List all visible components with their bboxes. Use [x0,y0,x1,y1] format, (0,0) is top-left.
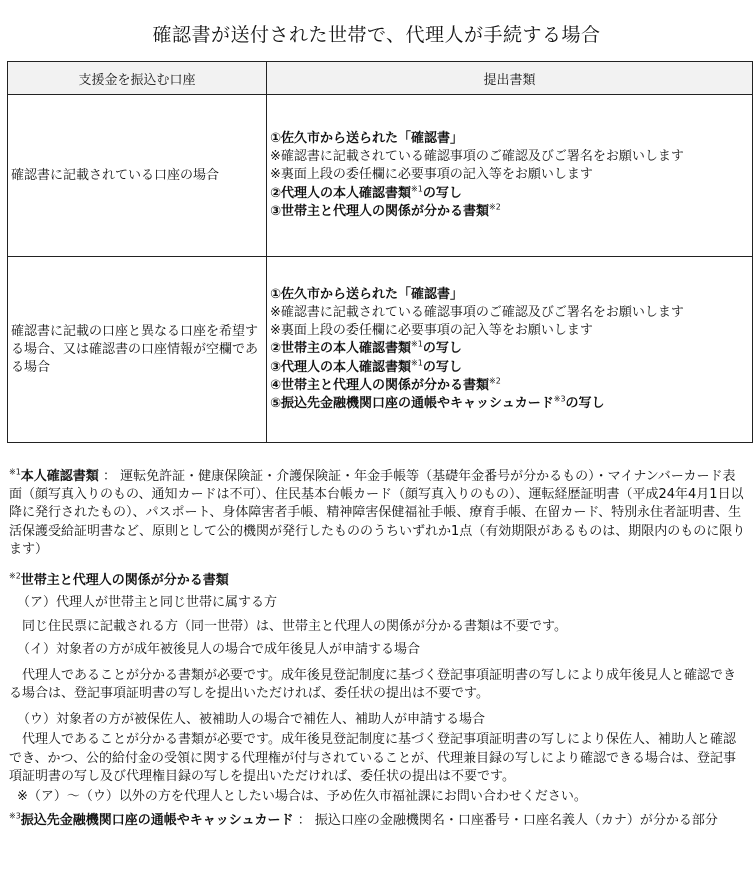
doc-text: の写し [422,185,462,201]
note-i-heading: （イ）対象者の方が成年被後見人の場合で成年後見人が申請する場合 [17,641,421,657]
footnote-term: 振込先金融機関口座の通帳やキャッシュカード [20,813,294,829]
doc-text: ⑤振込先金融機関口座の通帳やキャッシュカード [270,396,554,411]
doc-line [270,203,752,221]
note-i-body: 代理人であることが分かる書類が必要です。成年後見登記制度に基づく登記事項証明書の写しにより成年後見人と確認できる場合は、登記事項証明書の写しを提出いただければ、委任状の提出は不要です。 [9,667,736,702]
documents-table [7,61,753,443]
footnote-sep: ： [102,469,116,484]
footnote-ref: ※1 [411,358,423,368]
footnote-sep: ： [297,813,311,829]
footnote-1 [9,468,747,559]
doc-line [270,359,752,377]
note-other: ※（ア）～（ウ）以外の方を代理人としたい場合は、予め佐久市福祉課にお問い合わせください。 [17,789,587,805]
footnote-mark: ※3 [9,811,21,821]
doc-text: ③世帯主と代理人の関係が分かる書類 [270,203,490,219]
footnote-mark: ※1 [9,467,21,477]
note-a-heading: （ア）代理人が世帯主と同じ世帯に属する方 [17,595,278,611]
footnote-ref: ※2 [489,202,501,212]
footnotes [9,468,747,830]
footnote-3 [9,812,747,830]
footnote-mark: ※2 [9,571,21,581]
note-u-body: 代理人であることが分かる書類が必要です。成年後見登記制度に基づく登記事項証明書の写しにより保佐人、補助人と確認でき、かつ、公的給付金の受領に関する代理権が付与されていることが、代理兼目録の写しにより確認できる場合は、登記事項証明書の写し及び代理権目録の写しを提出いただければ、委任状の提出は不要です。 [9,732,736,784]
header-documents: 提出書類 [267,62,753,95]
footnote-ref: ※3 [553,394,566,404]
case-cell: 確認書に記載の口座と異なる口座を希望する場合、又は確認書の口座情報が空欄である場合 [8,257,267,443]
footnote-ref: ※1 [411,340,423,350]
doc-text: ④世帯主と代理人の関係が分かる書類 [270,377,490,393]
doc-text: ③代理人の本人確認書類 [270,359,412,375]
table-row [8,95,753,257]
footnote-body: 運転免許証・健康保険証・介護保険証・年金手帳等（基礎年金番号が分かるもの）・マイナンバーカード表面（顔写真入りのもの、通知カードは不可）、住民基本台帳カード（顔写真入りのもの）、運転経歴証明書（平成24年4月1日以降に発行されたもの）、パスポート、身体障害者手帳、精神障害保健福祉手帳、療育手帳、在留カード、特別永住者証明書、生活保護受給証明書など、原則として公的機関が発行したもののうちいずれか1点（有効期限があるものは、期限内のものに限ります） [9,469,746,557]
doc-line: ①佐久市から送られた「確認書」 [270,130,464,146]
case-cell: 確認書に記載されている口座の場合 [8,95,267,257]
footnote-ref: ※1 [411,184,423,194]
note-u-heading: （ウ）対象者の方が被保佐人、被補助人の場合で補佐人、補助人が申請する場合 [17,712,486,728]
doc-line: ※裏面上段の委任欄に必要事項の記入等をお願いします [270,323,593,339]
doc-text: ②世帯主の本人確認書類 [270,341,412,357]
doc-text: の写し [422,359,462,375]
doc-text: ②代理人の本人確認書類 [270,185,412,201]
footnote-term: 本人確認書類 [20,469,99,484]
docs-cell [267,257,753,443]
footnote-body: 振込口座の金融機関名・口座番号・口座名義人（カナ）が分かる部分 [314,813,718,829]
footnote-term: 世帯主と代理人の関係が分かる書類 [20,573,229,589]
doc-line [270,395,752,413]
doc-line [270,185,752,203]
doc-line: ※確認書に記載されている確認事項のご確認及びご署名をお願いします [270,304,684,320]
footnote-2 [9,572,747,590]
doc-line: ①佐久市から送られた「確認書」 [270,286,464,302]
doc-text: の写し [422,341,462,357]
doc-line [270,377,752,395]
doc-text: の写し [565,396,605,411]
doc-line [270,340,752,358]
doc-line: ※確認書に記載されている確認事項のご確認及びご署名をお願いします [270,149,684,165]
docs-cell [267,95,753,257]
page-title: 確認書が送付された世帯で、代理人が手続する場合 [152,24,601,46]
table-row [8,257,753,443]
footnote-ref: ※2 [489,376,501,386]
doc-line: ※裏面上段の委任欄に必要事項の記入等をお願いします [270,167,593,183]
header-account: 支援金を振込む口座 [8,62,267,95]
note-a-body: 同じ住民票に記載される方（同一世帯）は、世帯主と代理人の関係が分かる書類は不要です。 [22,619,567,635]
